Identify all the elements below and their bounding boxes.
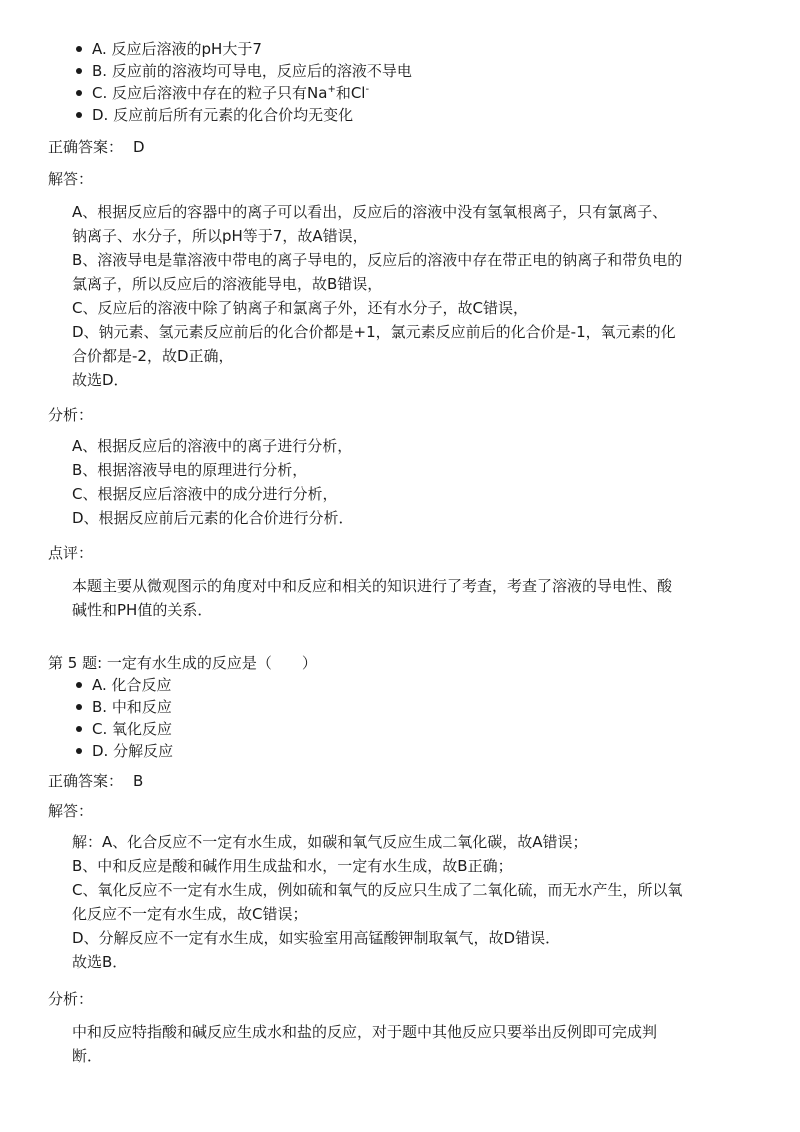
q4-comment-line: 本题主要从微观图示的角度对中和反应和相关的知识进行了考查，考查了溶液的导电性、酸: [72, 577, 673, 595]
q4-solution-line: C、反应后的溶液中除了钠离子和氯离子外，还有水分子，故C错误，: [72, 299, 528, 317]
q4-solution-block: [72, 200, 732, 392]
q5-solution-label: 解答：: [48, 802, 94, 820]
q5-solution-line: 化反应不一定有水生成，故C错误；: [72, 905, 308, 923]
q5-option-list: [72, 674, 173, 762]
q5-option-d: D. 分解反应: [72, 740, 173, 762]
q4-comment-label: 点评：: [48, 544, 94, 562]
q4-option-c-text: C. 反应后溶液中存在的粒子只有Na: [92, 84, 328, 102]
q4-option-c-sup-plus: +: [327, 84, 336, 95]
q4-analysis-label: 分析：: [48, 406, 94, 424]
q4-option-c-mid: 和Cl: [335, 84, 366, 102]
q4-solution-line: 钠离子、水分子，所以pH等于7，故A错误，: [72, 227, 368, 245]
q5-option-c: C. 氧化反应: [72, 718, 173, 740]
q4-solution-line: 氯离子，所以反应后的溶液能导电，故B错误，: [72, 275, 383, 293]
q5-option-a: A. 化合反应: [72, 674, 173, 696]
q4-option-c-sup-minus: -: [365, 84, 370, 95]
q4-solution-line: A、根据反应后的容器中的离子可以看出，反应后的溶液中没有氢氧根离子，只有氯离子、: [72, 203, 668, 221]
q5-analysis-block: [72, 1020, 732, 1068]
q5-solution-line: D、分解反应不一定有水生成，如实验室用高锰酸钾制取氧气，故D错误．: [72, 929, 561, 947]
q5-option-b: B. 中和反应: [72, 696, 173, 718]
q4-solution-line: B、溶液导电是靠溶液中带电的离子导电的，反应后的溶液中存在带正电的钠离子和带负电的: [72, 251, 683, 269]
q4-answer-label: 正确答案：: [48, 138, 124, 156]
q4-answer-row: [48, 136, 145, 158]
q4-analysis-line: B、根据溶液导电的原理进行分析，: [72, 461, 308, 479]
q4-option-c: [72, 82, 412, 104]
q4-analysis-block: [72, 434, 732, 530]
q4-solution-line: D、钠元素、氢元素反应前后的化合价都是+1，氯元素反应前后的化合价是-1，氧元素的化: [72, 323, 676, 341]
q4-solution-line: 合价都是-2，故D正确，: [72, 347, 234, 365]
q5-solution-line: 解：A、化合反应不一定有水生成，如碳和氧气反应生成二氧化碳，故A错误；: [72, 833, 588, 851]
q4-answer-value: D: [133, 138, 145, 156]
q5-analysis-line: 断．: [72, 1047, 103, 1065]
q4-analysis-line: C、根据反应后溶液中的成分进行分析，: [72, 485, 338, 503]
q4-comment-block: [72, 574, 732, 622]
q4-comment-line: 碱性和PH值的关系．: [72, 601, 213, 619]
q4-solution-label: 解答：: [48, 170, 94, 188]
q4-option-b: B. 反应前的溶液均可导电，反应后的溶液不导电: [72, 60, 412, 82]
q5-solution-block: [72, 830, 732, 974]
q4-analysis-line: A、根据反应后的溶液中的离子进行分析，: [72, 437, 353, 455]
q5-answer-label: 正确答案：: [48, 772, 124, 790]
q4-option-d: D. 反应前后所有元素的化合价均无变化: [72, 104, 412, 126]
q5-title: 第 5 题: 一定有水生成的反应是（ ）: [48, 654, 317, 672]
q4-analysis-line: D、根据反应前后元素的化合价进行分析．: [72, 509, 354, 527]
q4-option-a: A. 反应后溶液的pH大于7: [72, 38, 412, 60]
q4-option-list: [72, 38, 412, 126]
q5-solution-line: 故选B．: [72, 953, 128, 971]
q5-analysis-line: 中和反应特指酸和碱反应生成水和盐的反应，对于题中其他反应只要举出反例即可完成判: [72, 1023, 658, 1041]
q5-solution-line: C、氧化反应不一定有水生成，例如硫和氧气的反应只生成了二氧化硫，而无水产生，所以氧: [72, 881, 683, 899]
q5-answer-value: B: [133, 772, 144, 790]
q4-solution-line: 故选D．: [72, 371, 129, 389]
q5-answer-row: [48, 770, 143, 792]
q5-analysis-label: 分析：: [48, 990, 94, 1008]
q5-solution-line: B、中和反应是酸和碱作用生成盐和水，一定有水生成，故B正确；: [72, 857, 513, 875]
